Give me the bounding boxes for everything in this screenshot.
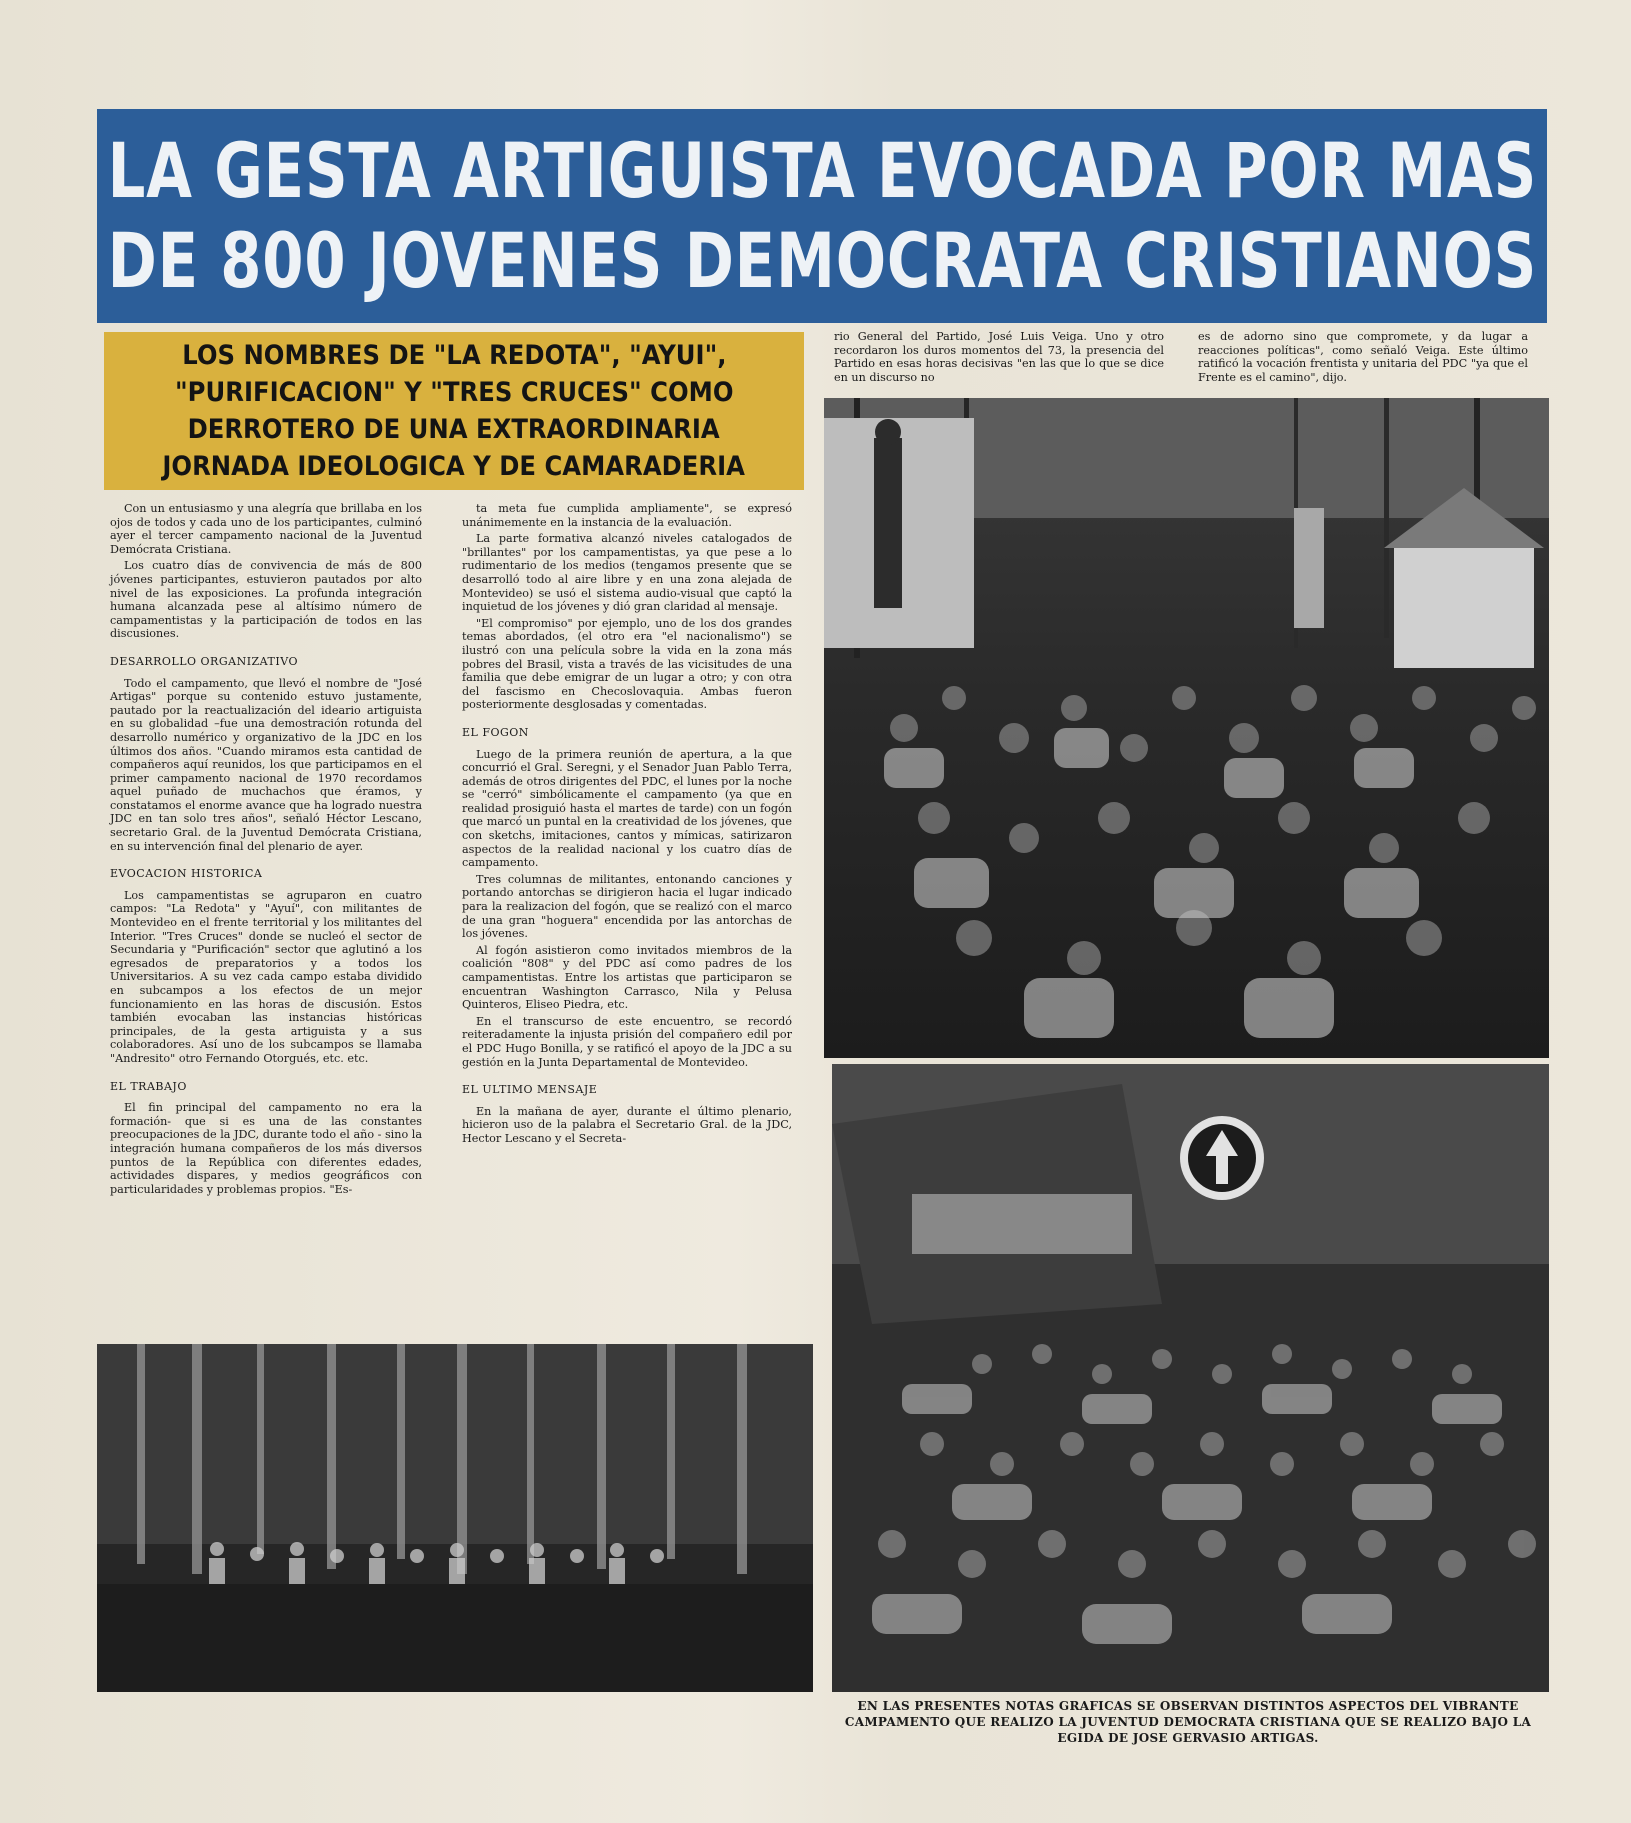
top-text-left: rio General del Partido, José Luis Veiga. Uno y otro recordaron los duros momentos del 73, la presencia del Partido en esas horas decisivas "en las que lo que se dice en un discurso no bbox=[834, 330, 1164, 384]
paragraph: La parte formativa alcanzó niveles catalogados de "brillantes" por los campamentistas, ya que pese a lo rudimentario de los medios (tengamos presente que se desarrolló todo al aire libre y en una zona alejada de Montevideo) se usó el sistema audio-visual que captó la inquietud de los jóvenes y dió gran claridad al mensaje. bbox=[462, 532, 792, 614]
section-heading: EL ULTIMO MENSAJE bbox=[462, 1083, 598, 1097]
section-heading: EL FOGON bbox=[462, 725, 529, 739]
subheadline-line-3: DERROTERO DE UNA EXTRAORDINARIA bbox=[187, 414, 721, 445]
paragraph: Todo el campamento, que llevó el nombre de "José Artigas" porque su contenido estuvo justamente, pautado por la reactualización del ideario artiguista en su globalidad –fue una demostración rotunda del desarrollo numérico y organizativo de la JDC en los últimos dos años. "Cuando miramos esta cantidad de compañeros aquí reunidos, los que participamos en el primer campamento nacional de 1970 recordamos aquel puñado de muchachos que éramos, y constatamos el enorme avance que ha logrado nuestra JDC en tan solo tres años", señaló Héctor Lescano, secretario Gral. de la Juventud Demócrata Cristiana, en su intervención final del plenario de ayer. bbox=[110, 676, 422, 853]
photo-crowd-arrow-sign bbox=[832, 1064, 1549, 1692]
paragraph: "El compromiso" por ejemplo, uno de los dos grandes temas abordados, (el otro era "el nacionalismo") se ilustró con una película sobre la vida en la zona más pobres del Brasil, vista a través de las vicisitudes de una familia que debe emigrar de un lugar a otro; y con otra del fascismo en Checoslovaquia. Ambas fueron posteriormente desglosadas y comentadas. bbox=[462, 616, 792, 712]
photo-caption: EN LAS PRESENTES NOTAS GRAFICAS SE OBSERVAN DISTINTOS ASPECTOS DEL VIBRANTE CAMPAMENTO QUE REALIZO LA JUVENTUD DEMOCRATA CRISTIANA QUE SE REALIZO BAJO LA EGIDA DE JOSE GERVASIO ARTIGAS. bbox=[844, 1699, 1532, 1745]
photo-runners-in-woods bbox=[97, 1344, 813, 1692]
paragraph: Con un entusiasmo y una alegría que brillaba en los ojos de todos y cada uno de los participantes, culminó ayer el tercer campamento nacional de la Juventud Demócrata Cristiana. bbox=[110, 502, 422, 556]
paragraph: Luego de la primera reunión de apertura, a la que concurrió el Gral. Seregni, y el Senador Juan Pablo Terra, además de otros dirigentes del PDC, el lunes por la noche se "cerró" simbólicamente el campamento (ya que en realidad prosiguió hasta el martes de tarde) con un fogón que marcó un puntal en la creatividad de los jóvenes, que con sketchs, imitaciones, cantos y mímicas, satirizaron aspectos de la realidad nacional y los cuatro días de campamento. bbox=[462, 747, 792, 870]
top-text-right: es de adorno sino que compromete, y da lugar a reacciones políticas", como señaló Veiga. Este último ratificó la vocación frentista y unitaria del PDC "ya que el Frente es el camino", dijo. bbox=[1198, 330, 1528, 384]
paragraph: ta meta fue cumplida ampliamente", se expresó unánimemente en la instancia de la evaluación. bbox=[462, 502, 792, 529]
paragraph: Tres columnas de militantes, entonando canciones y portando antorchas se dirigieron hacia el lugar indicado para la realizacion del fogón, que se realizó con el marco de una gran "hoguera" encendida por las antorchas de los jóvenes. bbox=[462, 872, 792, 941]
subheadline-line-4: JORNADA IDEOLOGICA Y DE CAMARADERIA bbox=[162, 451, 746, 482]
paragraph: En el transcurso de este encuentro, se recordó reiteradamente la injusta prisión del compañero edil por el PDC Hugo Bonilla, y se ratificó el apoyo de la JDC a su gestión en la Junta Departamental de Montevideo. bbox=[462, 1014, 792, 1069]
section-heading: DESARROLLO ORGANIZATIVO bbox=[110, 654, 298, 668]
photo-seated-crowd bbox=[824, 398, 1549, 1058]
paragraph: El fin principal del campamento no era la formación- que si es una de las constantes preocupaciones de la JDC, durante todo el año - sino la integración humana compañeros de los más diversos puntos de la República con diferentes edades, actividades dispares, y medios geográficos con particularidades y problemas propios. "Es- bbox=[110, 1101, 423, 1196]
photo-runners-image bbox=[97, 1344, 813, 1692]
section-heading: EL TRABAJO bbox=[110, 1079, 187, 1093]
subheadline-line-1: LOS NOMBRES DE "LA REDOTA", "AYUI", bbox=[181, 340, 727, 371]
headline-line-1: LA GESTA ARTIGUISTA EVOCADA POR MAS bbox=[107, 126, 1537, 215]
paragraph: Al fogón asistieron como invitados miembros de la coalición "808" y del PDC así como padres de los campamentistas. Entre los artistas que participaron se encuentran Washington Carrasco, Nila y Pelusa Quinteros, Eliseo Piedra, etc. bbox=[462, 943, 792, 1012]
article-column-1 bbox=[110, 502, 422, 1199]
paragraph: Los cuatro días de convivencia de más de 800 jóvenes participantes, estuvieron pautados por alto nivel de las exposiciones. La profunda integración humana alcanzada pese al altísimo número de campamentistas y la participación de todos en las discusiones. bbox=[110, 559, 422, 641]
section-heading: EVOCACION HISTORICA bbox=[110, 867, 263, 881]
photo-crowd-arrow-image bbox=[832, 1064, 1549, 1692]
paragraph: En la mañana de ayer, durante el último plenario, hicieron uso de la palabra el Secretario Gral. de la JDC, Hector Lescano y el Secreta- bbox=[462, 1104, 792, 1145]
article-column-2 bbox=[462, 502, 792, 1149]
headline-line-2: DE 800 JOVENES DEMOCRATA CRISTIANOS bbox=[107, 216, 1537, 305]
subheadline-box bbox=[104, 332, 804, 490]
photo-seated-crowd-image bbox=[824, 398, 1549, 1058]
subheadline-line-2: "PURIFICACION" Y "TRES CRUCES" COMO bbox=[174, 377, 734, 408]
headline-banner bbox=[97, 109, 1547, 323]
paragraph: Los campamentistas se agruparon en cuatro campos: "La Redota" y "Ayuí", con militantes de Montevideo en el frente territorial y los militantes del Interior. "Tres Cruces" donde se nucleó el sector de Secundaria y "Purificación" sector que aglutinó a los egresados de preparatorios y a todos los Universitarios. A su vez cada campo estaba dividido en subcampos a los efectos de un mejor funcionamiento en las horas de discusión. Estos también evocaban las instancias históricas principales, de la gesta artiguista y a sus colaboradores. Así uno de los subcampos se llamaba "Andresito" otro Fernando Otorgués, etc. etc. bbox=[110, 888, 422, 1065]
